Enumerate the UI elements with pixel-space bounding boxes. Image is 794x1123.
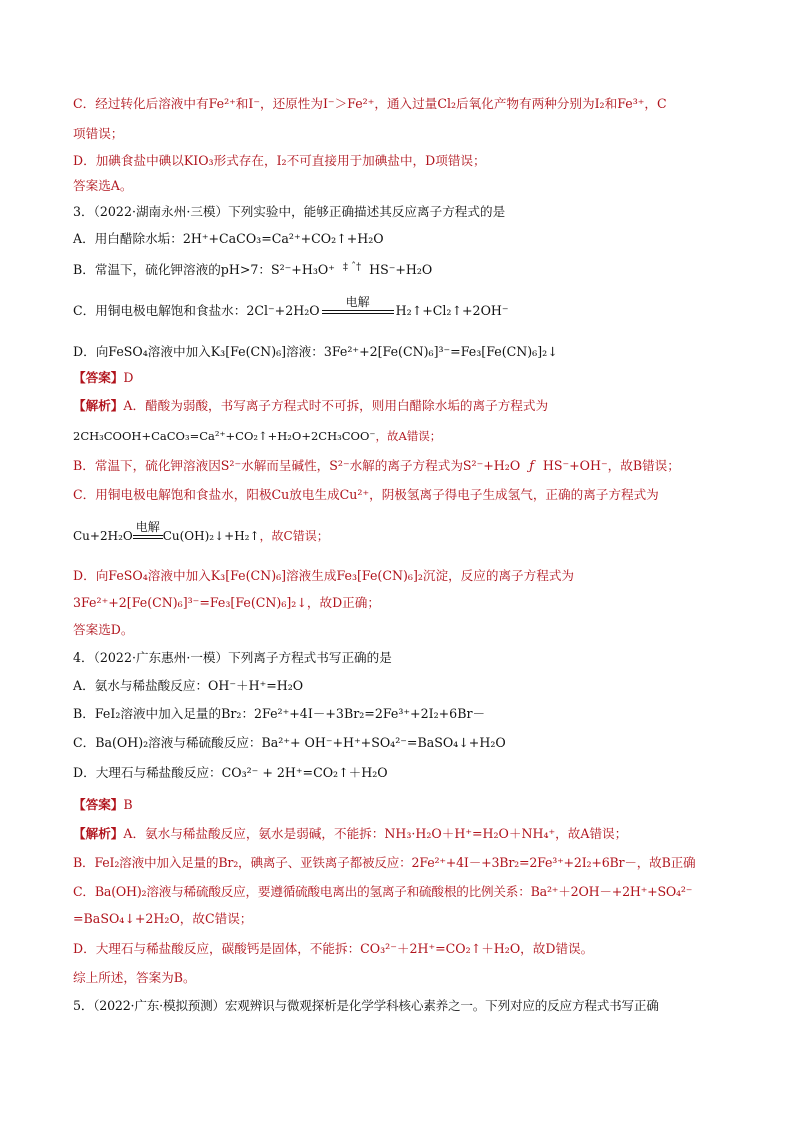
analysis-c-eq-left: Cu+2H₂O: [73, 529, 133, 543]
analysis-a-tail: ，故A错误；: [375, 429, 442, 443]
q4-analysis-c-line1: C．Ba(OH)₂溶液与稀硫酸反应，要遵循硫酸电离出的氢离子和硫酸根的比例关系：Ba²⁺＋2OH－+2H⁺+SO₄²⁻: [73, 884, 693, 899]
electrolysis-condition-2: 电解: [135, 520, 160, 534]
question-3-option-d: D．向FeSO₄溶液中加入K₃[Fe(CN)₆]溶液：3Fe²⁺+2[Fe(CN)₆]³⁻=Fe₃[Fe(CN)₆]₂↓: [73, 344, 558, 359]
question-3-option-b: [73, 259, 734, 279]
question-4-answer: [73, 796, 734, 814]
question-4-option-c: C．Ba(OH)₂溶液与稀硫酸反应：Ba²⁺+ OH⁻+H⁺+SO₄²⁻=BaSO₄↓+H₂O: [73, 735, 506, 750]
analysis-b: [73, 457, 734, 475]
option-c-right: H₂↑+Cl₂↑+2OH⁻: [395, 303, 509, 318]
analysis-c-eq-right: Cu(OH)₂↓+H₂↑: [162, 529, 260, 543]
q4-summary: 综上所述，答案为B。: [73, 970, 196, 985]
electrolysis-condition: 电解: [345, 295, 370, 309]
option-b-left: B．常温下，硫化钾溶液的pH>7：S²⁻+H₃O⁺: [73, 262, 335, 277]
answer-value-2: B: [123, 797, 133, 812]
answer-value: D: [123, 370, 134, 385]
q4-analysis-a-text: A．氨水与稀盐酸反应，氨水是弱碱，不能拆：NH₃·H₂O＋H⁺=H₂O＋NH₄⁺，故A错误；: [123, 826, 628, 841]
answer-tag-2: 【答案】: [73, 797, 124, 812]
equilibrium-glyph: ‡ ˆ†: [342, 262, 362, 273]
answer-line: 答案选A。: [73, 178, 133, 193]
analysis-tag: 【解析】: [73, 398, 124, 413]
answer-tag: 【答案】: [73, 370, 124, 385]
question-3-option-a: A．用白醋除水垢：2H⁺+CaCO₃=Ca²⁺+CO₂↑+H₂O: [73, 231, 384, 246]
analysis-c-tail: ，故C错误；: [259, 529, 329, 543]
analysis-c-equation: [73, 520, 734, 548]
q4-analysis-b: B．FeI₂溶液中加入足量的Br₂，碘离子、亚铁离子都被反应：2Fe²⁺+4I－+3Br₂=2Fe³⁺+2I₂+6Br－，故B正确: [73, 855, 696, 870]
question-4-option-d: D．大理石与稀盐酸反应：CO₃²⁻ + 2H⁺=CO₂↑＋H₂O: [73, 765, 388, 780]
electrolysis-arrow-2: [133, 521, 163, 539]
analysis-a-text: A．醋酸为弱酸，书写离子方程式时不可拆，则用白醋除水垢的离子方程式为: [123, 398, 549, 413]
analysis-tag-2: 【解析】: [73, 826, 124, 841]
question-3-final-answer: 答案选D。: [73, 622, 134, 637]
question-3-option-c: [73, 295, 734, 323]
option-c-explanation-line1: C．经过转化后溶液中有Fe²⁺和I⁻，还原性为I⁻＞Fe²⁺，通入过量Cl₂后氧化产物有两种分别为I₂和Fe³⁺，C: [73, 96, 667, 111]
analysis-a-equation: [73, 427, 734, 445]
q4-analysis-c-line2: =BaSO₄↓+2H₂O，故C错误；: [73, 911, 253, 926]
option-c-explanation-line2: 项错误；: [73, 126, 124, 141]
analysis-d-line1: D．向FeSO₄溶液中加入K₃[Fe(CN)₆]溶液生成Fe₃[Fe(CN)₆]₂沉淀，反应的离子方程式为: [73, 568, 575, 583]
analysis-a-eq: 2CH₃COOH+CaCO₃=Ca²⁺+CO₂↑+H₂O+2CH₃COO⁻: [73, 429, 376, 443]
question-5-stem: 5．（2022·广东·模拟预测）宏观辨识与微观探析是化学学科核心素养之一。下列对应的反应方程式书写正确: [73, 998, 659, 1013]
option-b-right: HS⁻+H₂O: [369, 262, 433, 277]
question-4-stem: 4．（2022·广东惠州·一模）下列离子方程式书写正确的是: [73, 650, 392, 665]
question-3-answer: [73, 369, 734, 387]
question-4-option-a: A．氨水与稀盐酸反应：OH⁻＋H⁺=H₂O: [73, 678, 304, 693]
q4-analysis-d: D．大理石与稀盐酸反应，碳酸钙是固体，不能拆：CO₃²⁻＋2H⁺=CO₂↑＋H₂O，故D错误。: [73, 941, 594, 956]
analysis-d-line2: 3Fe²⁺+2[Fe(CN)₆]³⁻=Fe₃[Fe(CN)₆]₂↓，故D正确；: [73, 595, 380, 610]
option-c-left: C．用铜电极电解饱和食盐水：2Cl⁻+2H₂O: [73, 303, 320, 318]
analysis-c: C．用铜电极电解饱和食盐水，阳极Cu放电生成Cu²⁺，阴极氢离子得电子生成氢气，正确的离子方程式为: [73, 487, 659, 502]
electrolysis-arrow: [322, 296, 394, 314]
question-3-stem: 3．（2022·湖南永州·三模）下列实验中，能够正确描述其反应离子方程式的是: [73, 204, 506, 219]
analysis-b-right: HS⁻+OH⁻，故B错误；: [542, 458, 680, 473]
q4-analysis-a: [73, 825, 734, 843]
analysis-a: [73, 397, 734, 415]
analysis-b-left: B．常温下，硫化钾溶液因S²⁻水解而呈碱性，S²⁻水解的离子方程式为S²⁻+H₂O: [73, 458, 521, 473]
option-d-explanation: D．加碘食盐中碘以KIO₃形式存在，I₂不可直接用于加碘盐中，D项错误；: [73, 153, 486, 168]
question-4-option-b: B．FeI₂溶液中加入足量的Br₂：2Fe²⁺+4I－+3Br₂=2Fe³⁺+2I₂+6Br－: [73, 706, 486, 721]
equilibrium-glyph-2: ƒ: [529, 458, 534, 473]
